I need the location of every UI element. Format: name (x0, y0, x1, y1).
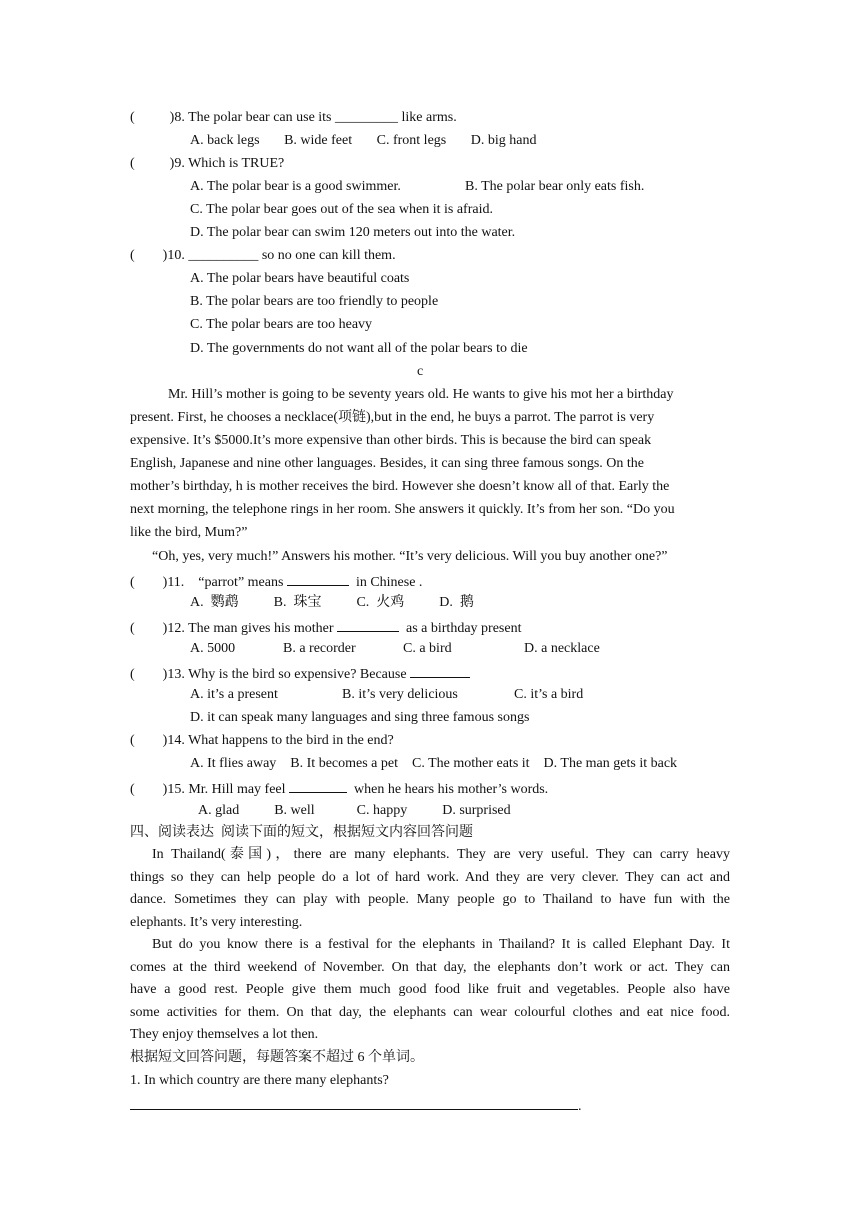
question-9-option-a: A. The polar bear is a good swimmer. (190, 179, 401, 194)
section-4-heading: 四、阅读表达 阅读下面的短文，根据短文内容回答问题 (130, 825, 473, 840)
question-13-text: ( )13. Why is the bird so expensive? Because (130, 667, 411, 682)
question-9-option-c: C. The polar bear goes out of the sea when it is afraid. (190, 202, 493, 217)
question-13-option-c: C. it’s a bird (514, 687, 584, 702)
answer-blank (287, 571, 349, 586)
answer-instruction: 根据短文回答问题，每题答案不超过 6 个单词。 (130, 1050, 424, 1065)
passage-c-line: English, Japanese and nine other languages. Besides, it can sing three famous songs. On the (130, 456, 644, 471)
question-15-text: ( )15. Mr. Hill may feel (130, 782, 290, 797)
question-11-stem (130, 571, 422, 592)
passage-c-line: next morning, the telephone rings in her room. She answers it quickly. It’s from her son. “Do you (130, 502, 675, 517)
answer-line (130, 1095, 582, 1116)
passage-4-line: have a good rest. People give them much good food like fruit and vegetables. People also have (130, 982, 730, 997)
question-10-option-d: D. The governments do not want all of the polar bears to die (190, 341, 528, 356)
passage-4-line: comes at the third weekend of November. On that day, the elephants don’t work or act. They can (130, 960, 730, 975)
passage-4-line: elephants. It’s very interesting. (130, 915, 303, 930)
question-15-options: A. glad B. well C. happy D. surprised (198, 803, 511, 818)
passage-4-line: In Thailand(泰国)，there are many elephants. They are very useful. They can carry heavy (152, 847, 730, 862)
section-c-label: c (417, 364, 424, 379)
question-11-options: A. 鹦鹉 B. 珠宝 C. 火鸡 D. 鹅 (190, 595, 474, 610)
question-13-option-d: D. it can speak many languages and sing three famous songs (190, 710, 530, 725)
passage-4-line: But do you know there is a festival for the elephants in Thailand? It is called Elephant Day. It (152, 937, 730, 952)
passage-c-line: Mr. Hill’s mother is going to be seventy years old. He wants to give his mot her a birthday (168, 387, 674, 402)
passage-c-line: present. First, he chooses a necklace(项链),but in the end, he buys a parrot. The parrot is very (130, 410, 655, 425)
answer-blank (410, 663, 470, 678)
answer-blank (130, 1095, 578, 1110)
question-10-option-b: B. The polar bears are too friendly to people (190, 294, 439, 309)
question-14-options: A. It flies away B. It becomes a pet C. The mother eats it D. The man gets it back (190, 756, 678, 771)
passage-4-line: some activities for them. On that day, the elephants can wear colourful clothes and eat nice food. (130, 1005, 730, 1020)
question-12-text: ( )12. The man gives his mother (130, 621, 337, 636)
question-12-stem (130, 617, 521, 638)
question-9-option-b: B. The polar bear only eats fish. (465, 179, 645, 194)
question-10-option-a: A. The polar bears have beautiful coats (190, 271, 410, 286)
passage-c-line: like the bird, Mum?” (130, 525, 248, 540)
question-11-text: ( )11. “parrot” means (130, 575, 287, 590)
question-8-options: A. back legs B. wide feet C. front legs D. big hand (190, 133, 537, 148)
question-10-stem: ( )10. __________ so no one can kill them. (130, 248, 396, 263)
question-15-stem (130, 778, 548, 799)
question-13-option-a: A. it’s a present (190, 687, 278, 702)
passage-4-line: things so they can help people do a lot of hard work. And they are very clever. They can act and (130, 870, 730, 885)
question-12-text-end: as a birthday present (399, 621, 522, 636)
answer-blank (289, 778, 347, 793)
question-8-stem: ( )8. The polar bear can use its _________ like arms. (130, 110, 457, 125)
question-10-option-c: C. The polar bears are too heavy (190, 317, 373, 332)
question-1: 1. In which country are there many elephants? (130, 1073, 389, 1088)
question-13-stem (130, 663, 470, 684)
question-12-option-c: C. a bird (403, 641, 452, 656)
passage-c-line: mother’s birthday, h is mother receives the bird. However she doesn’t know all of that. Early the (130, 479, 670, 494)
question-12-option-a: A. 5000 (190, 641, 236, 656)
question-14-stem: ( )14. What happens to the bird in the end? (130, 733, 394, 748)
passage-c-paragraph-2: “Oh, yes, very much!” Answers his mother. “It’s very delicious. Will you buy another one?” (152, 549, 668, 564)
answer-blank (337, 617, 399, 632)
passage-4-line: dance. Sometimes they can play with people. Many people go to Thailand to have fun with the (130, 892, 730, 907)
question-11-text-end: in Chinese . (348, 575, 423, 590)
question-9-option-d: D. The polar bear can swim 120 meters out into the water. (190, 225, 516, 240)
answer-line-period: . (578, 1099, 582, 1114)
question-15-text-end: when he hears his mother’s words. (347, 782, 549, 797)
passage-c-line: expensive. It’s $5000.It’s more expensive than other birds. This is because the bird can speak (130, 433, 652, 448)
question-13-option-b: B. it’s very delicious (342, 687, 458, 702)
question-12-option-d: D. a necklace (524, 641, 600, 656)
question-9-stem: ( )9. Which is TRUE? (130, 156, 285, 171)
passage-4-line: They enjoy themselves a lot then. (130, 1027, 319, 1042)
question-12-option-b: B. a recorder (283, 641, 356, 656)
